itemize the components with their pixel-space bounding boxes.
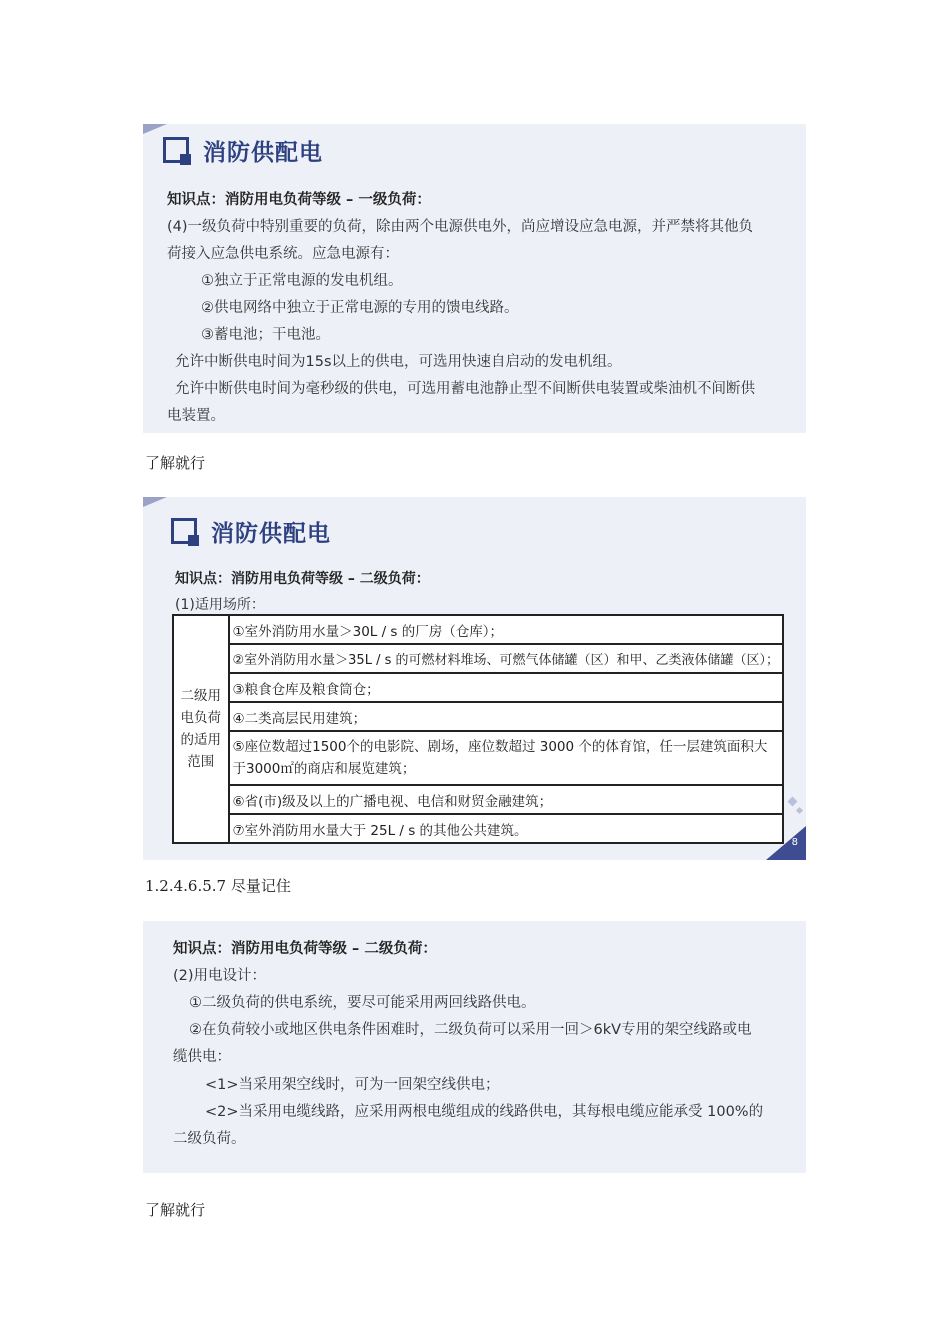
text-line: ③蓄电池；干电池。 xyxy=(201,327,330,343)
text-line: 电装置。 xyxy=(167,408,225,424)
text-line: 缆供电： xyxy=(173,1049,231,1065)
table-row: ④二类高层民用建筑； xyxy=(229,702,784,731)
text-line: ①独立于正常电源的发电机组。 xyxy=(201,273,403,289)
corner-decoration xyxy=(143,497,167,507)
caption: 了解就行 xyxy=(145,1201,206,1219)
square-icon xyxy=(171,518,199,546)
diamond-decoration xyxy=(796,807,803,814)
table-head: 二级用电负荷的适用范围 xyxy=(173,615,229,843)
slide-secondary-load-scope xyxy=(143,497,806,860)
slide-secondary-load-design xyxy=(143,921,806,1173)
diamond-decoration xyxy=(788,797,798,807)
page-corner xyxy=(766,826,806,860)
subtitle: (1)适用场所： xyxy=(175,597,265,613)
table-row: ⑦室外消防用水量大于 25L / s 的其他公共建筑。 xyxy=(229,814,784,843)
table-row: ⑤座位数超过1500个的电影院、剧场，座位数超过 3000 个的体育馆，任一层建筑面积大于3000㎡的商店和展览建筑； xyxy=(229,731,784,785)
slide-title: 消防供配电 xyxy=(203,140,323,166)
caption: 1.2.4.6.5.7 尽量记住 xyxy=(145,877,291,895)
text-line: (4)一级负荷中特别重要的负荷，除由两个电源供电外，尚应增设应急电源，并严禁将其他负 xyxy=(167,219,754,235)
text-line: ②在负荷较小或地区供电条件困难时，二级负荷可以采用一回＞6kV专用的架空线路或电 xyxy=(189,1022,752,1038)
caption: 了解就行 xyxy=(145,454,206,472)
corner-decoration xyxy=(143,124,167,134)
table-row: ②室外消防用水量＞35L / s 的可燃材料堆场、可燃气体储罐（区）和甲、乙类液体储罐（区）； xyxy=(229,644,784,673)
text-line: <2>当采用电缆线路，应采用两根电缆组成的线路供电，其每根电缆应能承受 100%的 xyxy=(205,1104,764,1120)
table-row: ⑥省(市)级及以上的广播电视、电信和财贸金融建筑； xyxy=(229,785,784,814)
table-row: ①室外消防用水量＞30L / s 的厂房（仓库）； xyxy=(229,615,784,644)
knowledge-point: 知识点：消防用电负荷等级 – 一级负荷： xyxy=(167,192,431,208)
scope-table xyxy=(172,614,784,844)
slide-title-row xyxy=(163,134,323,167)
text-line: (2)用电设计： xyxy=(173,968,267,984)
text-line: 荷接入应急供电系统。应急电源有： xyxy=(167,246,399,262)
table-row: ③粮食仓库及粮食筒仓； xyxy=(229,673,784,702)
page-number: 8 xyxy=(791,837,798,848)
text-line: <1>当采用架空线时，可为一回架空线供电； xyxy=(205,1077,500,1093)
slide-title-row xyxy=(171,515,331,548)
text-line: 允许中断供电时间为毫秒级的供电，可选用蓄电池静止型不间断供电装置或柴油机不间断供 xyxy=(175,381,755,397)
text-line: 二级负荷。 xyxy=(173,1131,246,1147)
slide-title: 消防供配电 xyxy=(211,521,331,547)
text-line: 允许中断供电时间为15s以上的供电，可选用快速自启动的发电机组。 xyxy=(175,354,622,370)
text-line: ①二级负荷的供电系统，要尽可能采用两回线路供电。 xyxy=(189,995,536,1011)
knowledge-point: 知识点：消防用电负荷等级 – 二级负荷： xyxy=(175,571,430,587)
knowledge-point: 知识点：消防用电负荷等级 – 二级负荷： xyxy=(173,941,437,957)
text-line: ②供电网络中独立于正常电源的专用的馈电线路。 xyxy=(201,300,519,316)
square-icon xyxy=(163,137,191,165)
slide-primary-load xyxy=(143,124,806,433)
